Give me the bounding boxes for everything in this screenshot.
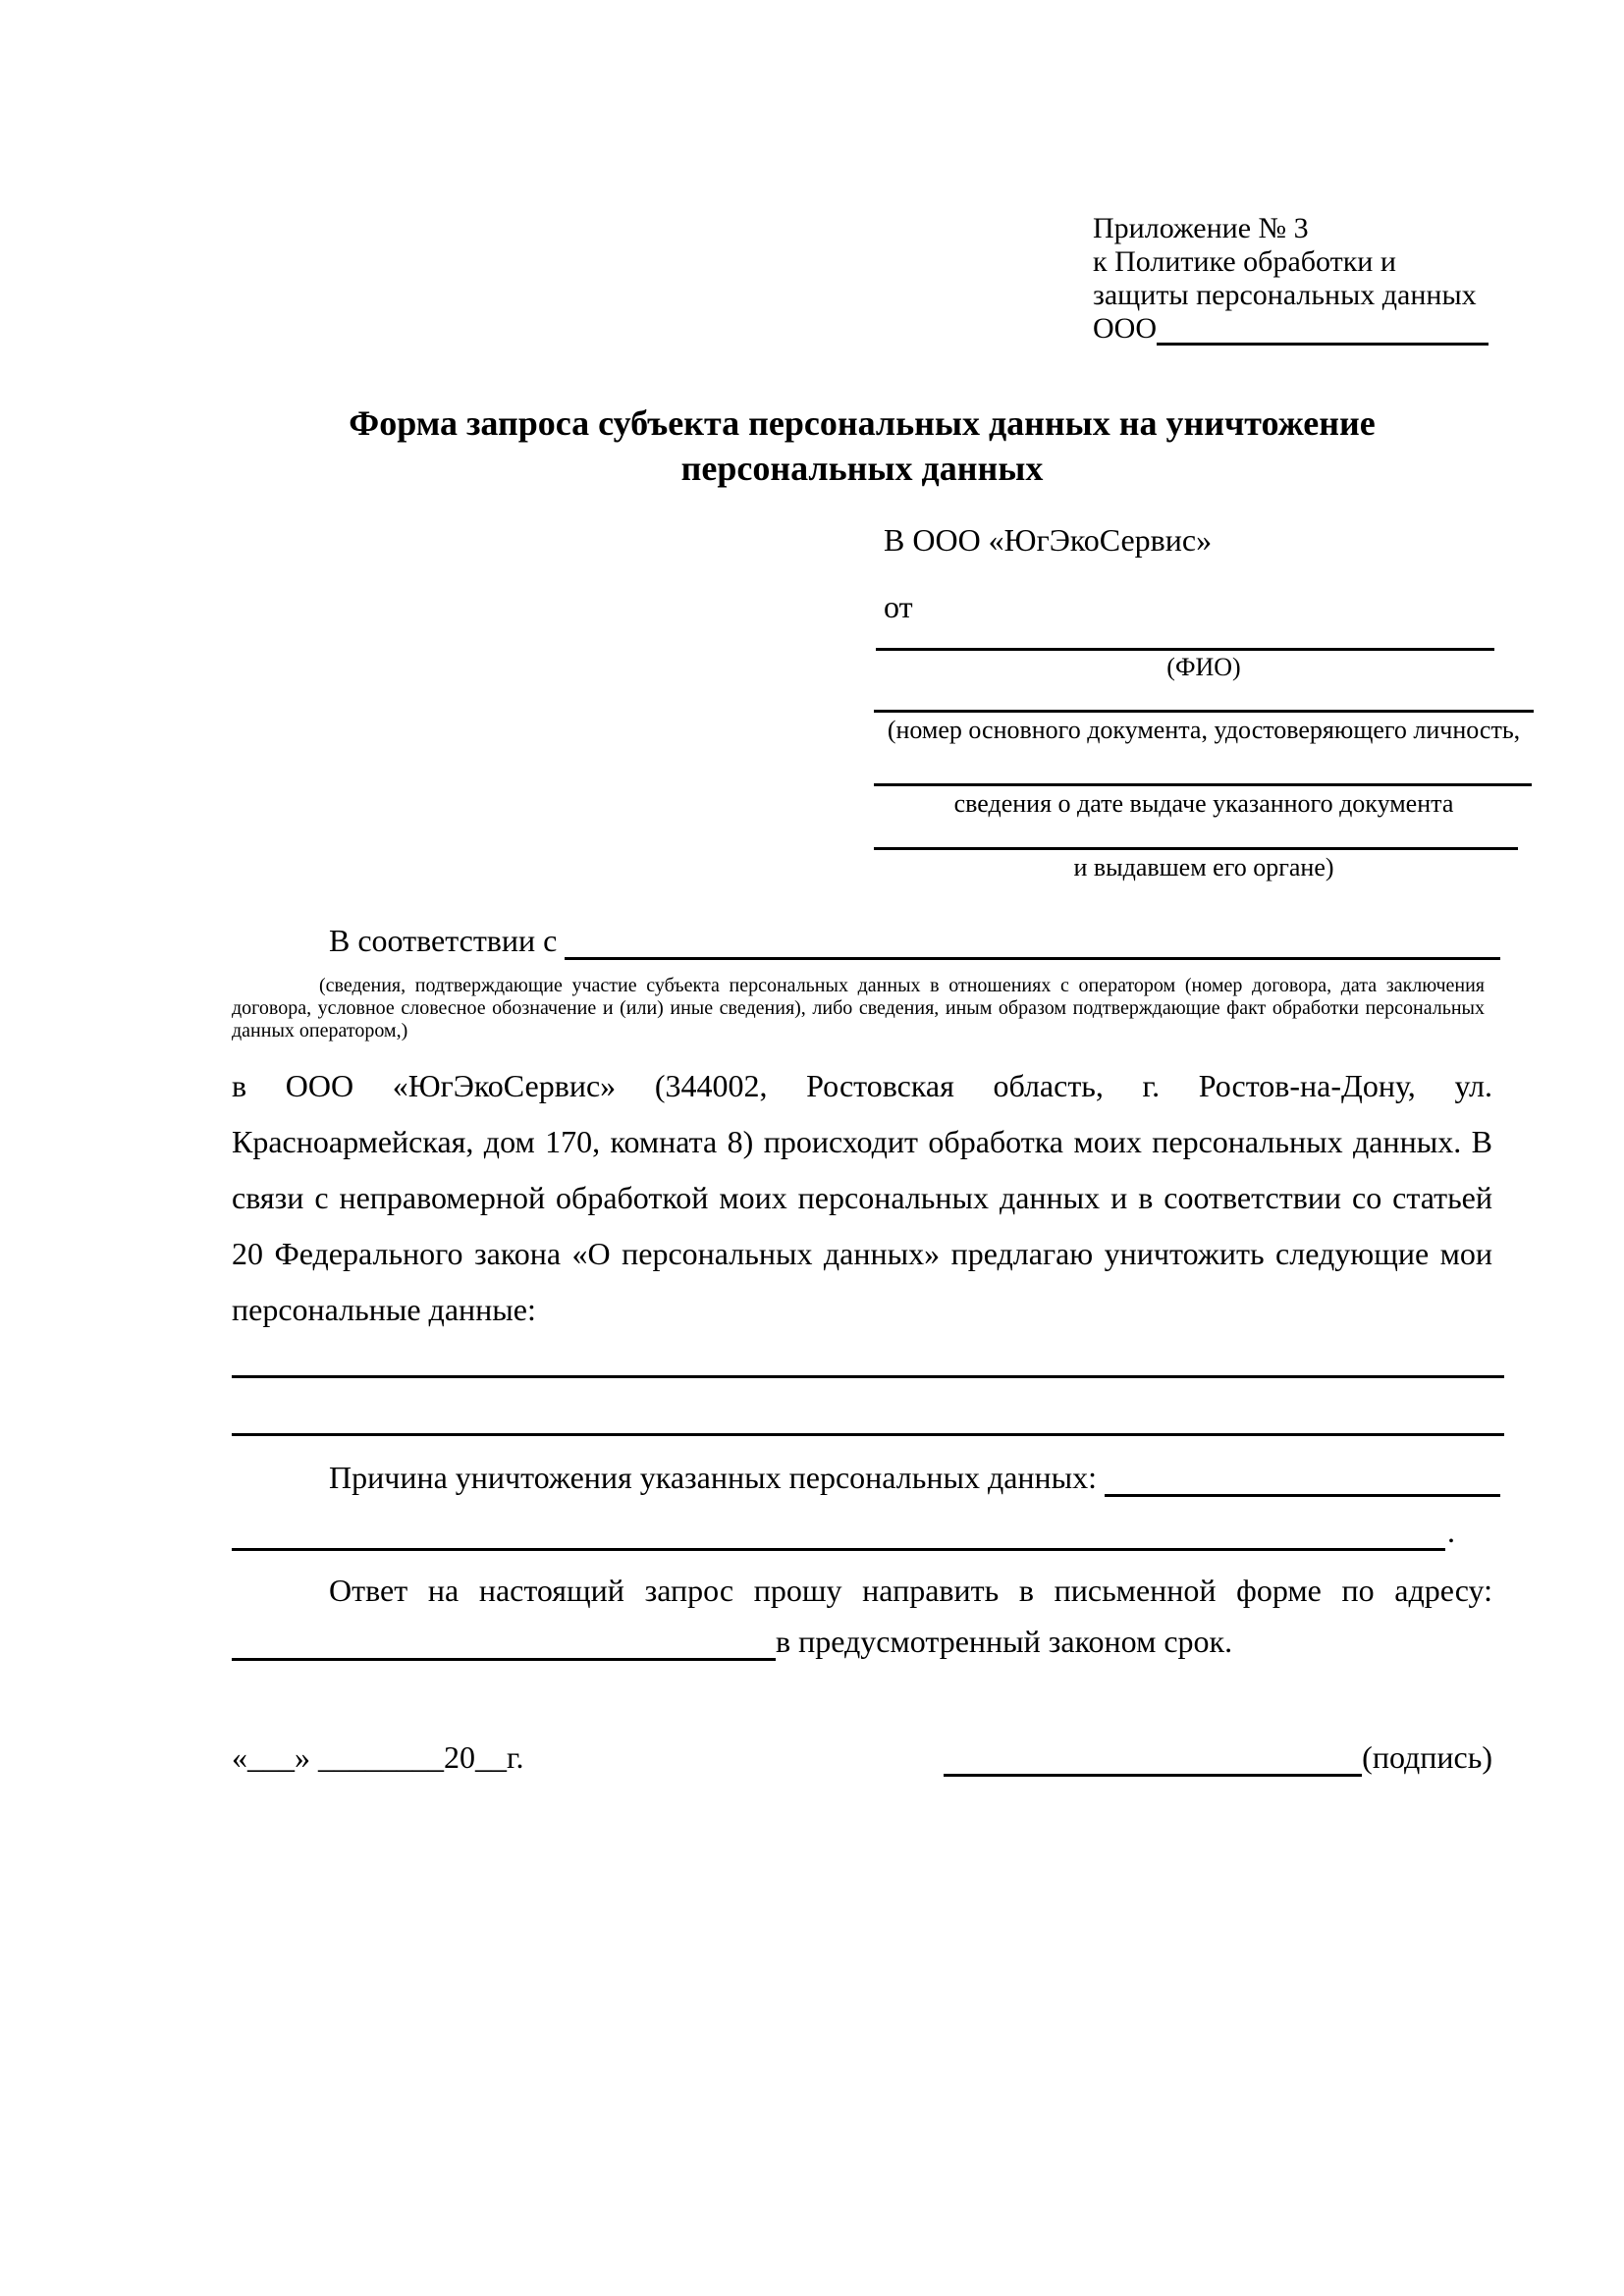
- reply-address-row: [232, 1622, 1492, 1661]
- reason-label: Причина уничтожения указанных персональных данных:: [329, 1460, 1106, 1495]
- issuer-caption: и выдавшем его органе): [1073, 853, 1334, 881]
- date-line: «___» ________20__г.: [232, 1739, 524, 1775]
- data-blank-line-1: [232, 1319, 1504, 1378]
- fio-blank-line: [876, 648, 1494, 651]
- reply-tail: в предусмотренный законом срок.: [776, 1624, 1233, 1659]
- reason-blank-line: [1105, 1461, 1500, 1497]
- appendix-block: [1093, 212, 1505, 346]
- addressee-to: В ООО «ЮгЭкоСервис»: [884, 522, 1213, 558]
- reply-paragraph: Ответ на настоящий запрос прошу направить в письменной форме по адресу:: [329, 1573, 1492, 1608]
- reason-continuation-row: [232, 1512, 1492, 1551]
- address-blank-line: [232, 1625, 776, 1661]
- appendix-line-3: защиты персональных данных: [1093, 279, 1477, 311]
- fine-print: (сведения, подтверждающие участие субъекта персональных данных в отношениях с оператором (номер договора, дата заключения договора, условное словесное обозначение и (или) иные сведения), либо сведения, иным образом подтверждающие факт обработки персональных данных оператором,): [232, 975, 1485, 1041]
- document-number-blank-line: [874, 710, 1534, 713]
- document-number-caption: (номер основного документа, удостоверяющего личность,: [887, 716, 1521, 744]
- body-paragraph: в ООО «ЮгЭкоСервис» (344002, Ростовская область, г. Ростов-на-Дону, ул. Красноармейская, дом 170, комната 8) происходит обработка моих персональных данных. В связи с неправомерной обработкой моих персональных данных и в соответствии со статьей 20 Федерального закона «О персональных данных» предлагаю уничтожить следующие мои персональные данные:: [232, 1068, 1492, 1327]
- issuer-blank-line: [874, 847, 1518, 850]
- issue-date-blank-line: [874, 783, 1532, 786]
- accordance-blank-line: [565, 924, 1500, 960]
- page-title: Форма запроса субъекта персональных данных на уничтожение персональных данных: [349, 403, 1376, 488]
- appendix-ooo-row: [1093, 312, 1505, 346]
- ooo-blank-line: [1157, 313, 1489, 346]
- signature-caption: (подпись): [1362, 1739, 1492, 1775]
- fio-caption: (ФИО): [1166, 653, 1241, 681]
- issue-date-caption: сведения о дате выдаче указанного документа: [953, 789, 1454, 818]
- addressee-block: [884, 522, 1492, 625]
- appendix-line-1: Приложение № 3: [1093, 212, 1309, 244]
- reason-row: [232, 1458, 1500, 1497]
- addressee-from: от: [884, 589, 913, 624]
- appendix-line-2: к Политике обработки и: [1093, 245, 1396, 278]
- signature-blank-line: [944, 1740, 1362, 1777]
- reason-blank-line-2: [232, 1515, 1445, 1551]
- trailing-period: .: [1447, 1514, 1455, 1549]
- data-blank-line-2: [232, 1377, 1504, 1436]
- accordance-row: [232, 921, 1500, 960]
- signature-group: [944, 1737, 1492, 1777]
- date-signature-row: [232, 1737, 1492, 1777]
- ooo-label: ООО: [1093, 312, 1157, 345]
- accordance-lead: В соответствии с: [329, 923, 566, 958]
